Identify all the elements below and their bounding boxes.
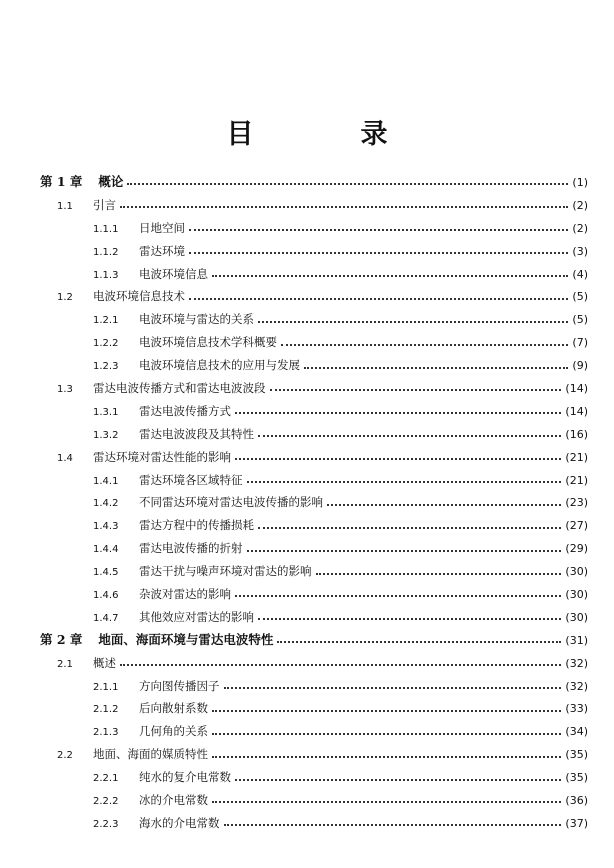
toc-entry-title: 雷达电波传播的折射	[139, 541, 243, 556]
toc-entry-page: (9)	[572, 359, 588, 373]
toc-section-entry[interactable]	[40, 285, 588, 308]
toc-entry-number: 2.2.1	[93, 773, 119, 785]
toc-entry-page: (14)	[565, 382, 588, 396]
toc-entry-number: 1.1.1	[93, 223, 119, 235]
toc-subsection-entry[interactable]	[40, 606, 588, 629]
toc-entry-number: 1.4.5	[93, 567, 119, 579]
toc-entry-title: 几何角的关系	[139, 724, 208, 739]
toc-entry-number: 2.2.3	[93, 818, 119, 830]
toc-entry-title: 日地空间	[139, 220, 185, 235]
toc-entry-page: (16)	[565, 427, 588, 441]
dot-leader	[304, 367, 568, 369]
toc-entry-number: 1.1	[57, 200, 73, 212]
dot-leader	[212, 710, 561, 712]
toc-entry-number: 1.1.3	[93, 269, 119, 281]
dot-leader	[258, 618, 561, 620]
toc-entry-page: (14)	[565, 404, 588, 418]
toc-subsection-entry[interactable]	[40, 491, 588, 514]
toc-entry-page: (21)	[565, 450, 588, 464]
toc-subsection-entry[interactable]	[40, 720, 588, 743]
toc-entry-title: 雷达方程中的传播损耗	[139, 518, 254, 533]
toc-entry-number: 1.4.1	[93, 475, 119, 487]
dot-leader	[212, 275, 568, 277]
toc-section-entry[interactable]	[40, 446, 588, 469]
toc-entry-page: (21)	[565, 473, 588, 487]
page-title: 目 录	[226, 119, 428, 150]
toc-entry-number: 1.1.2	[93, 246, 119, 258]
dot-leader	[189, 252, 568, 254]
toc-entry-title: 电波环境与雷达的关系	[139, 312, 254, 327]
toc-section-entry[interactable]	[40, 652, 588, 675]
toc-subsection-entry[interactable]	[40, 354, 588, 377]
toc-subsection-entry[interactable]	[40, 560, 588, 583]
toc-entry-page: (1)	[572, 176, 588, 189]
toc-subsection-entry[interactable]	[40, 766, 588, 789]
toc-subsection-entry[interactable]	[40, 675, 588, 698]
toc-entry-title: 雷达环境各区域特征	[139, 472, 243, 487]
toc-chapter-entry[interactable]	[40, 629, 588, 652]
toc-entry-title: 概论	[98, 174, 124, 189]
toc-entry-number: 1.3	[57, 384, 73, 396]
toc-entry-title: 地面、海面的媒质特性	[93, 747, 208, 762]
toc-entry-title: 杂波对雷达的影响	[139, 587, 231, 602]
toc-entry-title: 地面、海面环境与雷达电波特性	[98, 631, 274, 647]
toc-entry-page: (7)	[572, 336, 588, 350]
toc-entry-number: 1.4.7	[93, 612, 119, 624]
toc-entry-number: 1.4.3	[93, 521, 119, 533]
toc-chapter-entry[interactable]	[40, 171, 588, 194]
dot-leader	[212, 733, 561, 735]
toc-entry-number: 2.1.2	[93, 704, 119, 716]
toc-entry-page: (30)	[565, 565, 588, 579]
toc-subsection-entry[interactable]	[40, 308, 588, 331]
dot-leader	[189, 229, 568, 231]
toc-subsection-entry[interactable]	[40, 423, 588, 446]
toc-entry-title: 雷达环境对雷达性能的影响	[93, 449, 231, 464]
dot-leader	[235, 412, 561, 414]
toc-entry-page: (37)	[565, 816, 588, 830]
toc-entry-title: 概述	[93, 655, 116, 670]
toc-subsection-entry[interactable]	[40, 469, 588, 492]
dot-leader	[281, 344, 568, 346]
dot-leader	[258, 527, 561, 529]
dot-leader	[212, 756, 561, 758]
toc-entry-title: 雷达电波传播方式和雷达电波波段	[93, 381, 266, 396]
table-of-contents	[40, 171, 588, 835]
dot-leader	[235, 779, 561, 781]
toc-entry-title: 纯水的复介电常数	[139, 770, 231, 785]
dot-leader	[247, 481, 562, 483]
toc-entry-title: 电波环境信息	[139, 266, 208, 281]
toc-subsection-entry[interactable]	[40, 400, 588, 423]
toc-entry-number: 1.4.2	[93, 498, 119, 510]
dot-leader	[247, 550, 562, 552]
toc-entry-page: (30)	[565, 610, 588, 624]
toc-section-entry[interactable]	[40, 377, 588, 400]
toc-entry-title: 方向图传播因子	[139, 678, 220, 693]
dot-leader	[327, 504, 561, 506]
toc-entry-number: 2.2	[57, 750, 73, 762]
toc-entry-page: (32)	[565, 679, 588, 693]
toc-entry-page: (4)	[572, 267, 588, 281]
toc-entry-title: 冰的介电常数	[139, 793, 208, 808]
toc-entry-title: 后向散射系数	[139, 701, 208, 716]
toc-entry-number: 1.2	[57, 292, 73, 304]
toc-entry-page: (5)	[572, 313, 588, 327]
toc-entry-number: 2.2.2	[93, 796, 119, 808]
toc-subsection-entry[interactable]	[40, 537, 588, 560]
toc-entry-number: 2.1.3	[93, 727, 119, 739]
toc-entry-title: 雷达干扰与噪声环境对雷达的影响	[139, 564, 312, 579]
dot-leader	[127, 183, 568, 185]
dot-leader	[235, 458, 561, 460]
toc-entry-title: 引言	[93, 197, 116, 212]
dot-leader	[212, 801, 561, 803]
toc-entry-title: 雷达电波波段及其特性	[139, 426, 254, 441]
toc-entry-page: (3)	[572, 244, 588, 258]
toc-entry-number: 1.4.6	[93, 590, 119, 602]
toc-entry-page: (35)	[565, 748, 588, 762]
toc-subsection-entry[interactable]	[40, 789, 588, 812]
toc-subsection-entry[interactable]	[40, 217, 588, 240]
toc-entry-number: 第 2 章	[40, 631, 83, 647]
dot-leader	[224, 687, 562, 689]
dot-leader	[120, 206, 568, 208]
toc-entry-title: 电波环境信息技术学科概要	[139, 335, 277, 350]
toc-entry-number: 1.2.2	[93, 338, 119, 350]
dot-leader	[258, 321, 568, 323]
toc-subsection-entry[interactable]	[40, 697, 588, 720]
toc-entry-title: 不同雷达环境对雷达电波传播的影响	[139, 495, 323, 510]
toc-entry-number: 1.2.1	[93, 315, 119, 327]
toc-entry-page: (33)	[565, 702, 588, 716]
dot-leader	[270, 389, 562, 391]
toc-entry-number: 1.2.3	[93, 361, 119, 373]
toc-subsection-entry[interactable]	[40, 263, 588, 286]
toc-section-entry[interactable]	[40, 194, 588, 217]
toc-entry-number: 1.4	[57, 452, 73, 464]
toc-entry-page: (29)	[565, 542, 588, 556]
toc-entry-page: (2)	[572, 221, 588, 235]
toc-entry-page: (35)	[565, 771, 588, 785]
dot-leader	[316, 573, 562, 575]
dot-leader	[277, 641, 561, 643]
toc-entry-page: (23)	[565, 496, 588, 510]
dot-leader	[189, 298, 568, 300]
toc-entry-number: 1.4.4	[93, 544, 119, 556]
toc-entry-title: 海水的介电常数	[139, 815, 220, 830]
toc-entry-number: 2.1	[57, 658, 73, 670]
toc-entry-title: 雷达电波传播方式	[139, 403, 231, 418]
dot-leader	[120, 664, 561, 666]
toc-entry-page: (34)	[565, 725, 588, 739]
toc-entry-page: (32)	[565, 656, 588, 670]
dot-leader	[235, 595, 561, 597]
toc-entry-number: 2.1.1	[93, 681, 119, 693]
toc-entry-number: 1.3.1	[93, 406, 119, 418]
toc-subsection-entry[interactable]	[40, 812, 588, 835]
toc-entry-title: 其他效应对雷达的影响	[139, 609, 254, 624]
toc-entry-number: 第 1 章	[40, 174, 83, 189]
toc-entry-page: (31)	[565, 633, 588, 647]
toc-entry-title: 电波环境信息技术的应用与发展	[139, 358, 300, 373]
toc-subsection-entry[interactable]	[40, 583, 588, 606]
dot-leader	[224, 824, 562, 826]
toc-entry-page: (27)	[565, 519, 588, 533]
toc-entry-title: 雷达环境	[139, 243, 185, 258]
toc-entry-page: (30)	[565, 588, 588, 602]
toc-subsection-entry[interactable]	[40, 240, 588, 263]
toc-entry-number: 1.3.2	[93, 429, 119, 441]
toc-subsection-entry[interactable]	[40, 514, 588, 537]
toc-entry-title: 电波环境信息技术	[93, 289, 185, 304]
toc-section-entry[interactable]	[40, 743, 588, 766]
toc-subsection-entry[interactable]	[40, 331, 588, 354]
toc-entry-page: (36)	[565, 794, 588, 808]
dot-leader	[258, 435, 561, 437]
toc-entry-page: (5)	[572, 290, 588, 304]
toc-entry-page: (2)	[572, 198, 588, 212]
